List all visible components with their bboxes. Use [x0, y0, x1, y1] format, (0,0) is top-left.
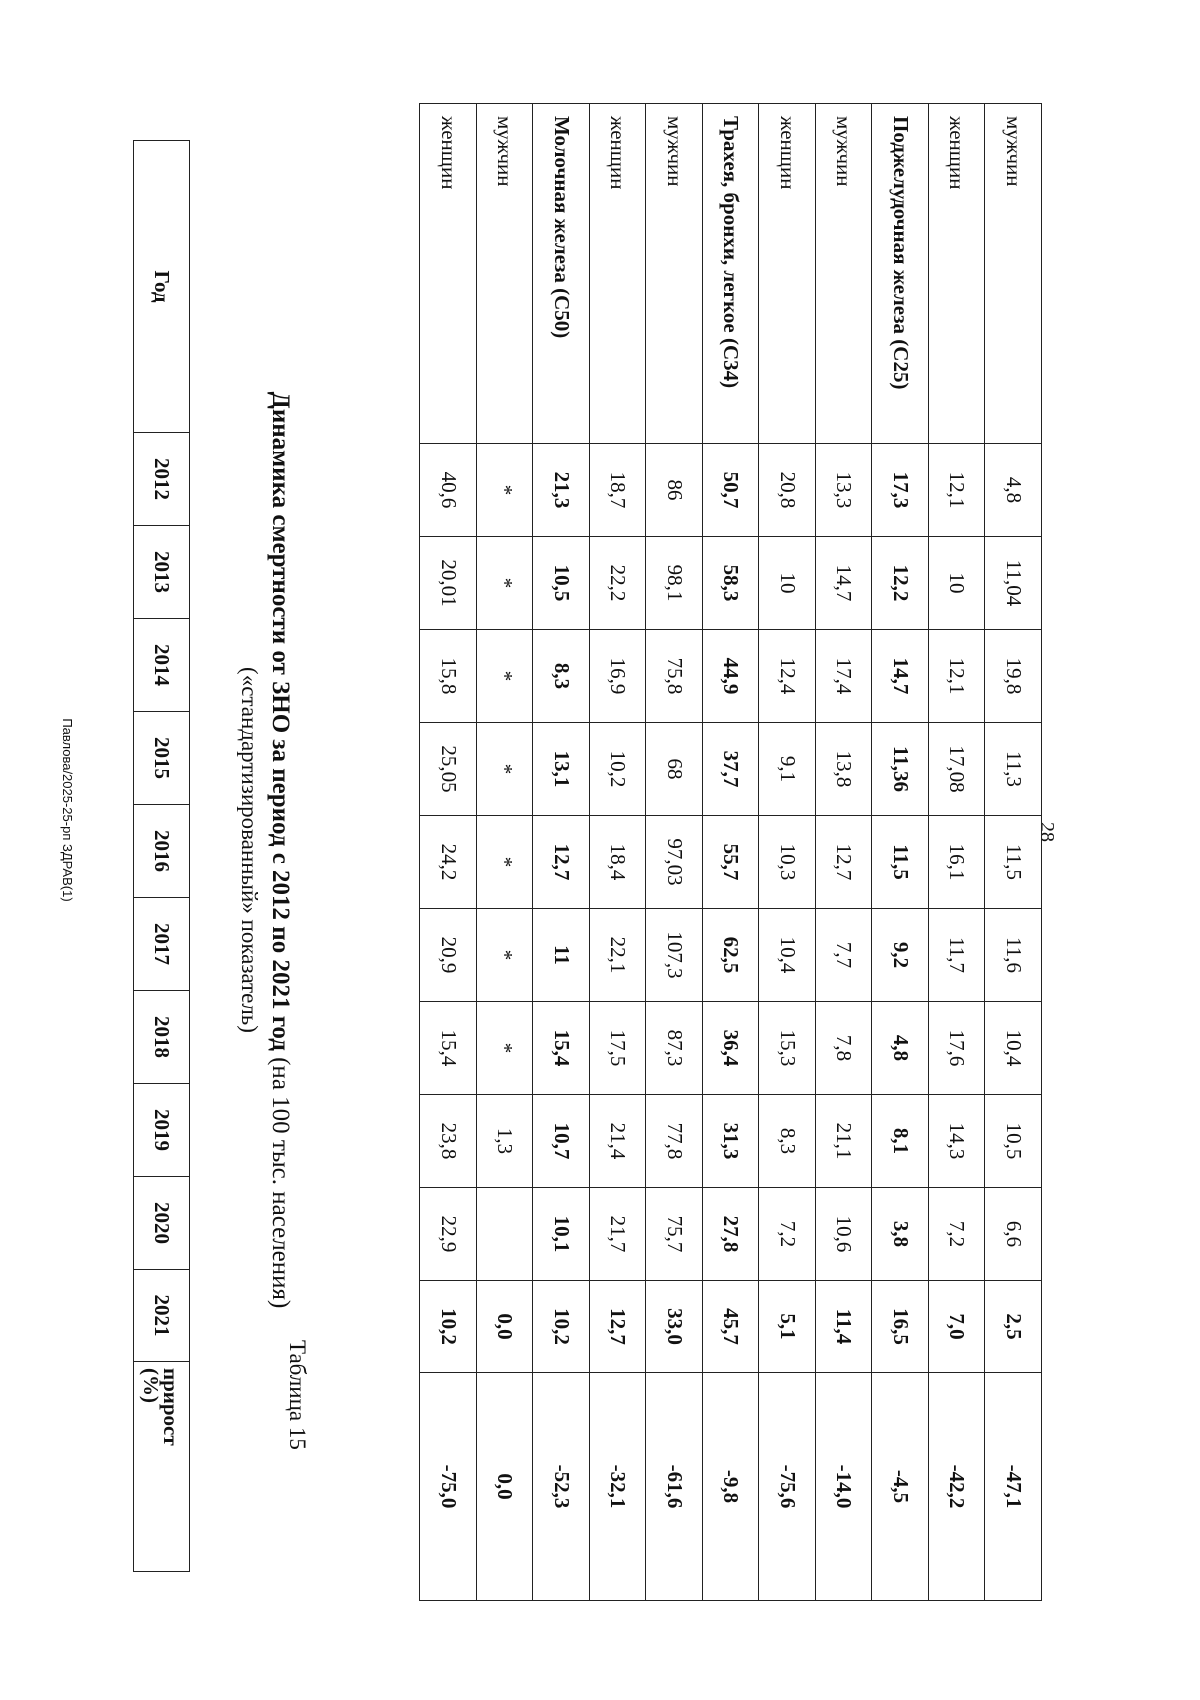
value-cell: 31,3 [703, 1095, 760, 1188]
value-cell: 107,3 [646, 909, 703, 1002]
value-cell: 10,4 [985, 1002, 1042, 1095]
value-cell: 11,7 [929, 909, 986, 1002]
row-label: женщин [420, 104, 477, 444]
value-cell: 13,1 [533, 723, 590, 816]
value-cell: 12,2 [872, 537, 929, 630]
growth-unit: (%) [139, 1368, 164, 1403]
year-cell: 2014 [134, 619, 190, 712]
value-cell: 9,1 [759, 723, 816, 816]
value-cell: 10,5 [533, 537, 590, 630]
value-cell: 4,8 [872, 1002, 929, 1095]
year-cell: 2021 [134, 1270, 190, 1362]
year-cell: 2016 [134, 805, 190, 898]
row-label: мужчин [646, 104, 703, 444]
value-cell: 16,1 [929, 816, 986, 909]
value-cell: 22,2 [590, 537, 647, 630]
value-cell: 20,01 [420, 537, 477, 630]
table-row [477, 104, 534, 1601]
value-cell: 1,3 [477, 1095, 534, 1188]
value-cell: * [477, 1002, 534, 1095]
value-cell: * [477, 630, 534, 723]
table-row [533, 104, 590, 1601]
value-cell: 15,4 [533, 1002, 590, 1095]
value-cell: * [477, 909, 534, 1002]
value-cell: 20,9 [420, 909, 477, 1002]
value-cell: 21,7 [590, 1188, 647, 1281]
value-cell: 98,1 [646, 537, 703, 630]
value-cell: 87,3 [646, 1002, 703, 1095]
value-cell: 21,3 [533, 444, 590, 537]
value-cell: 15,4 [420, 1002, 477, 1095]
table-row [759, 104, 816, 1601]
value-cell: 17,4 [816, 630, 873, 723]
value-cell: 37,7 [703, 723, 760, 816]
value-cell: 14,7 [816, 537, 873, 630]
value-cell: 17,5 [590, 1002, 647, 1095]
value-cell: 11,4 [816, 1281, 873, 1373]
year-cell: 2017 [134, 898, 190, 991]
value-cell: 10 [759, 537, 816, 630]
value-cell: 10,2 [420, 1281, 477, 1373]
row-label: женщин [929, 104, 986, 444]
value-cell [477, 1188, 534, 1281]
value-cell: 7,2 [929, 1188, 986, 1281]
value-cell: 11 [533, 909, 590, 1002]
value-cell: 17,6 [929, 1002, 986, 1095]
value-cell: 75,7 [646, 1188, 703, 1281]
value-cell: 11,5 [872, 816, 929, 909]
value-cell: 19,8 [985, 630, 1042, 723]
value-cell: 20,8 [759, 444, 816, 537]
value-cell: 23,8 [420, 1095, 477, 1188]
year-cell: 2020 [134, 1177, 190, 1270]
value-cell: 17,08 [929, 723, 986, 816]
value-cell: 8,1 [872, 1095, 929, 1188]
value-cell: 3,8 [872, 1188, 929, 1281]
value-cell: 68 [646, 723, 703, 816]
value-cell: 77,8 [646, 1095, 703, 1188]
value-cell: 86 [646, 444, 703, 537]
year-cell: 2012 [134, 433, 190, 526]
row-section-label: Трахея, бронхи, легкое (С34) [703, 104, 760, 444]
value-cell: 12,7 [533, 816, 590, 909]
growth-cell: -14,0 [816, 1373, 873, 1601]
row-section-label: Поджелудочная железа (С25) [872, 104, 929, 444]
table-title-unit: (на 100 тыс. населения) [267, 1050, 294, 1309]
value-cell: 5,1 [759, 1281, 816, 1373]
value-cell: * [477, 444, 534, 537]
value-cell: 11,5 [985, 816, 1042, 909]
table-row [703, 104, 760, 1601]
value-cell: 12,7 [590, 1281, 647, 1373]
value-cell: 10,7 [533, 1095, 590, 1188]
row-label: женщин [590, 104, 647, 444]
value-cell: 15,3 [759, 1002, 816, 1095]
value-cell: 36,4 [703, 1002, 760, 1095]
value-cell: 18,7 [590, 444, 647, 537]
value-cell: 10,2 [533, 1281, 590, 1373]
value-cell: 18,4 [590, 816, 647, 909]
value-cell: 10,1 [533, 1188, 590, 1281]
value-cell: 45,7 [703, 1281, 760, 1373]
value-cell: 7,2 [759, 1188, 816, 1281]
mortality-data-table [420, 103, 1043, 1601]
year-cell: 2015 [134, 712, 190, 805]
growth-cell: -52,3 [533, 1373, 590, 1601]
value-cell: 11,6 [985, 909, 1042, 1002]
footer-note: Павлова/2025-25-рп ЗДРАВ(1) [60, 718, 75, 902]
value-cell: 11,3 [985, 723, 1042, 816]
growth-cell: -61,6 [646, 1373, 703, 1601]
table-title-bold: Динамика смертности от ЗНО за период с 2012 по 2021 год [267, 391, 294, 1051]
row-label: мужчин [477, 104, 534, 444]
table-row [929, 104, 986, 1601]
value-cell: 24,2 [420, 816, 477, 909]
value-cell: 4,8 [985, 444, 1042, 537]
growth-cell: -75,0 [420, 1373, 477, 1601]
value-cell: 12,1 [929, 444, 986, 537]
value-cell: * [477, 537, 534, 630]
growth-header-cell [134, 1362, 190, 1572]
value-cell: 22,1 [590, 909, 647, 1002]
table-row [816, 104, 873, 1601]
year-header-cell: Год [134, 141, 190, 433]
value-cell: 21,4 [590, 1095, 647, 1188]
value-cell: 21,1 [816, 1095, 873, 1188]
value-cell: 12,7 [816, 816, 873, 909]
row-label: женщин [759, 104, 816, 444]
table-row [420, 104, 477, 1601]
value-cell: 13,3 [816, 444, 873, 537]
value-cell: 50,7 [703, 444, 760, 537]
value-cell: * [477, 816, 534, 909]
value-cell: 40,6 [420, 444, 477, 537]
value-cell: 7,8 [816, 1002, 873, 1095]
table-row [590, 104, 647, 1601]
growth-cell: 0,0 [477, 1373, 534, 1601]
value-cell: 10,2 [590, 723, 647, 816]
row-label: мужчин [816, 104, 873, 444]
value-cell: 25,05 [420, 723, 477, 816]
year-header-table [133, 140, 190, 1572]
value-cell: 62,5 [703, 909, 760, 1002]
value-cell: 10,5 [985, 1095, 1042, 1188]
table-row [985, 104, 1042, 1601]
value-cell: 75,8 [646, 630, 703, 723]
table-title [266, 0, 294, 1700]
value-cell: 13,8 [816, 723, 873, 816]
value-cell: * [477, 723, 534, 816]
header-row [134, 141, 190, 1572]
value-cell: 16,5 [872, 1281, 929, 1373]
value-cell: 22,9 [420, 1188, 477, 1281]
value-cell: 9,2 [872, 909, 929, 1002]
value-cell: 7,0 [929, 1281, 986, 1373]
year-cell: 2019 [134, 1084, 190, 1177]
value-cell: 44,9 [703, 630, 760, 723]
growth-cell: -4,5 [872, 1373, 929, 1601]
value-cell: 12,1 [929, 630, 986, 723]
year-cell: 2018 [134, 991, 190, 1084]
value-cell: 0,0 [477, 1281, 534, 1373]
value-cell: 10,6 [816, 1188, 873, 1281]
value-cell: 11,04 [985, 537, 1042, 630]
growth-cell: -42,2 [929, 1373, 986, 1601]
value-cell: 2,5 [985, 1281, 1042, 1373]
table-row [872, 104, 929, 1601]
growth-cell: -47,1 [985, 1373, 1042, 1601]
value-cell: 10 [929, 537, 986, 630]
value-cell: 12,4 [759, 630, 816, 723]
value-cell: 27,8 [703, 1188, 760, 1281]
value-cell: 6,6 [985, 1188, 1042, 1281]
value-cell: 11,36 [872, 723, 929, 816]
row-label: мужчин [985, 104, 1042, 444]
value-cell: 14,3 [929, 1095, 986, 1188]
value-cell: 97,03 [646, 816, 703, 909]
row-section-label: Молочная железа (С50) [533, 104, 590, 444]
growth-cell: -32,1 [590, 1373, 647, 1601]
value-cell: 10,4 [759, 909, 816, 1002]
value-cell: 16,9 [590, 630, 647, 723]
value-cell: 33,0 [646, 1281, 703, 1373]
value-cell: 55,7 [703, 816, 760, 909]
value-cell: 7,7 [816, 909, 873, 1002]
table-row [646, 104, 703, 1601]
growth-cell: -75,6 [759, 1373, 816, 1601]
growth-cell: -9,8 [703, 1373, 760, 1601]
value-cell: 14,7 [872, 630, 929, 723]
value-cell: 17,3 [872, 444, 929, 537]
value-cell: 8,3 [533, 630, 590, 723]
page-number: 28 [1036, 822, 1058, 842]
table-subtitle: («стандартизированный» показатель) [237, 667, 262, 1033]
value-cell: 8,3 [759, 1095, 816, 1188]
value-cell: 58,3 [703, 537, 760, 630]
table-caption: Таблица 15 [285, 1340, 310, 1450]
value-cell: 15,8 [420, 630, 477, 723]
growth-label: прирост [159, 1368, 184, 1446]
year-cell: 2013 [134, 526, 190, 619]
value-cell: 10,3 [759, 816, 816, 909]
